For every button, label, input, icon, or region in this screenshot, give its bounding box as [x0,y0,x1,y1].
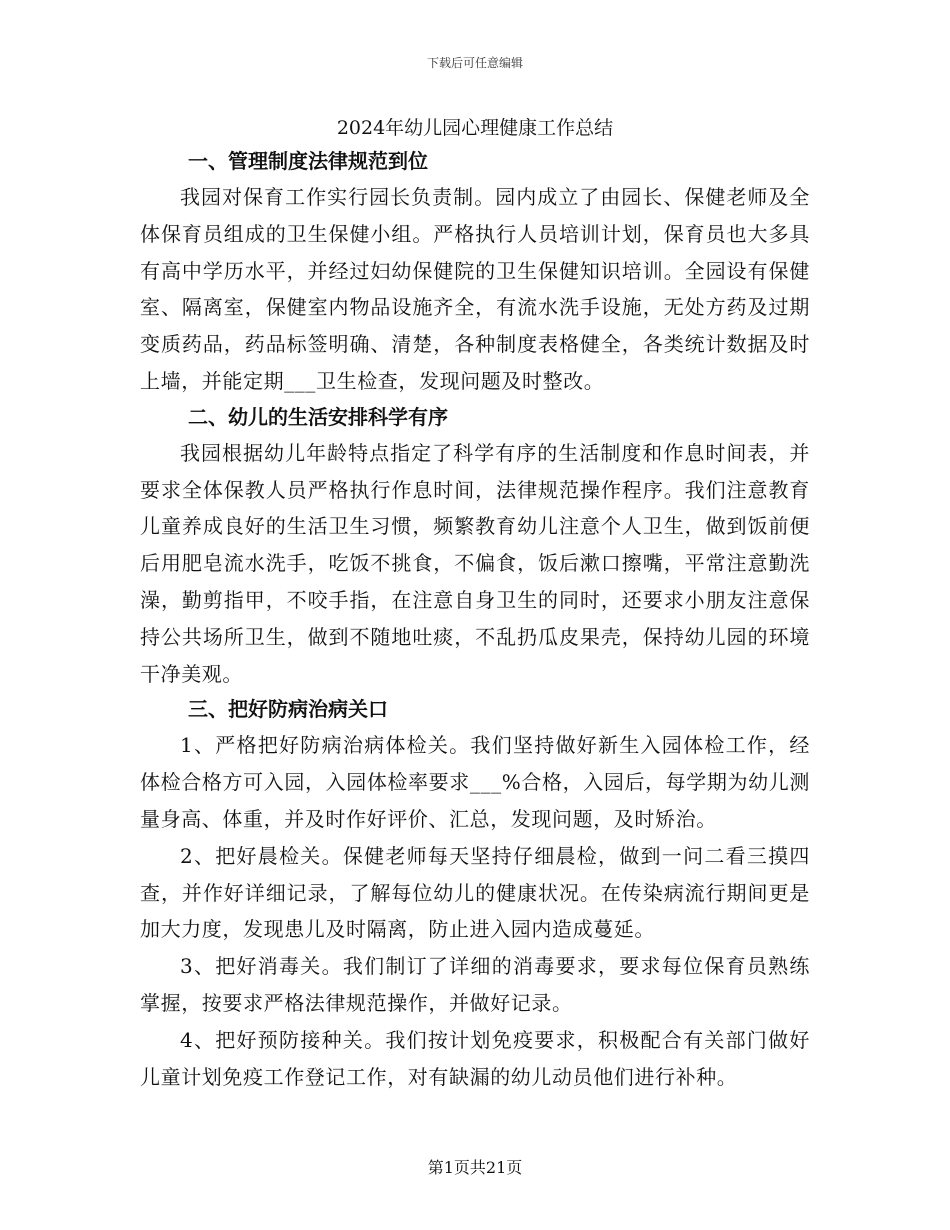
section-3-paragraph-4: 4、把好预防接种关。我们按计划免疫要求，积极配合有关部门做好儿童计划免疫工作登记工作，对有缺漏的幼儿动员他们进行补种。 [140,1027,810,1089]
document-title: 2024年幼儿园心理健康工作总结 [336,117,614,139]
section-3-paragraph-2: 2、把好晨检关。保健老师每天坚持仔细晨检，做到一问二看三摸四查，并作好详细记录，了解每位幼儿的健康状况。在传染病流行期间更是加大力度，发现患儿及时隔离，防止进入园内造成蔓延。 [140,843,810,942]
section-heading-2: 二、幼儿的生活安排科学有序 [188,404,448,429]
section-2-paragraph-1: 我园根据幼儿年龄特点指定了科学有序的生活制度和作息时间表，并要求全体保教人员严格执行作息时间，法律规范操作程序。我们注意教育儿童养成良好的生活卫生习惯，频繁教育幼儿注意个人卫生，做到饭前便后用肥皂流水洗手，吃饭不挑食，不偏食，饭后漱口擦嘴，平常注意勤洗澡，勤剪指甲，不咬手指，在注意自身卫生的同时，还要求小朋友注意保持公共场所卫生，做到不随地吐痰，不乱扔瓜皮果壳，保持幼儿园的环境干净美观。 [140,440,810,686]
section-1-paragraph-1: 我园对保育工作实行园长负责制。园内成立了由园长、保健老师及全体保育员组成的卫生保健小组。严格执行人员培训计划，保育员也大多具有高中学历水平，并经过妇幼保健院的卫生保健知识培训。全园设有保健室、隔离室，保健室内物品设施齐全，有流水洗手设施，无处方药及过期变质药品，药品标签明确、清楚，各种制度表格健全，各类统计数据及时上墙，并能定期___卫生检查，发现问题及时整改。 [140,185,810,393]
page-number: 第1页共21页 [427,1158,523,1177]
section-3-paragraph-1: 1、严格把好防病治病体检关。我们坚持做好新生入园体检工作，经体检合格方可入园，入园体检率要求___%合格，入园后，每学期为幼儿测量身高、体重，并及时作好评价、汇总，发现问题，及时矫治。 [140,733,810,831]
section-heading-1: 一、管理制度法律规范到位 [188,149,428,173]
document-body [140,112,810,1095]
section-heading-3: 三、把好防病治病关口 [188,697,388,722]
section-3-paragraph-3: 3、把好消毒关。我们制订了详细的消毒要求，要求每位保育员熟练掌握，按要求严格法律规范操作，并做好记录。 [140,954,810,1015]
header-note: 下载后可任意编辑 [426,56,523,70]
